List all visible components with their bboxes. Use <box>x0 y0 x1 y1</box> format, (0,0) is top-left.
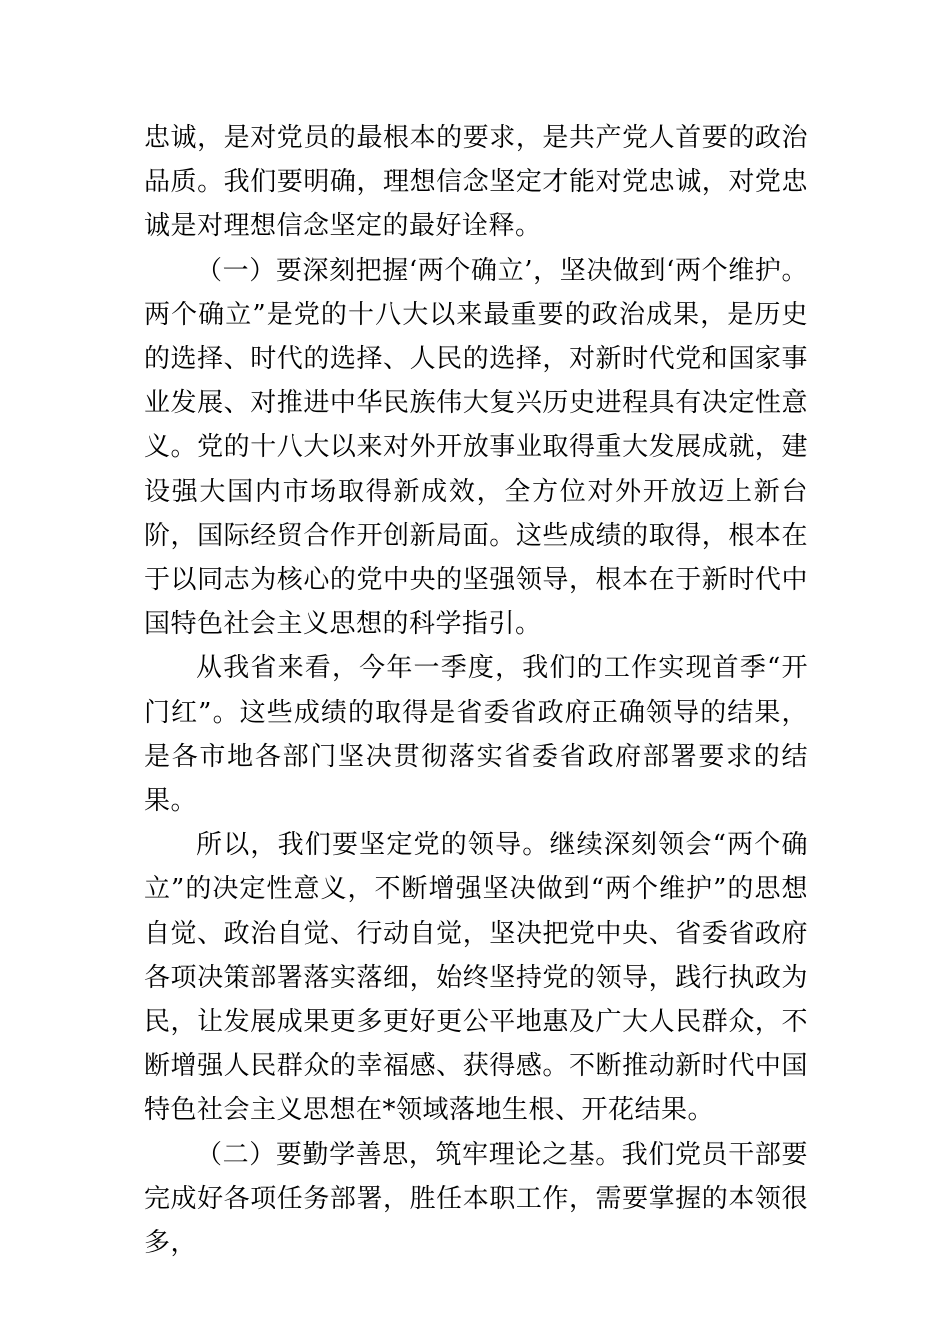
paragraph-section-one: （一）要深刻把握‘两个确立’，坚决做到‘两个维护。两个确立”是党的十八大以来最重要的政治成果，是历史的选择、时代的选择、人民的选择，对新时代党和国家事业发展、对推进中华民族伟大复兴历史进程具有决定性意义。党的十八大以来对外开放事业取得重大发展成就，建设强大国内市场取得新成效，全方位对外开放迈上新台阶，国际经贸合作开创新局面。这些成绩的取得，根本在于以同志为核心的党中央的坚强领导，根本在于新时代中国特色社会主义思想的科学指引。 <box>144 255 808 640</box>
document-body <box>144 116 808 1265</box>
paragraph-loyalty: 忠诚，是对党员的最根本的要求，是共产党人首要的政治品质。我们要明确，理想信念坚定才能对党忠诚，对党忠诚是对理想信念坚定的最好诠释。 <box>144 123 808 242</box>
paragraph-party-leadership: 所以，我们要坚定党的领导。继续深刻领会“两个确立”的决定性意义，不断增强坚决做到“两个维护”的思想自觉、政治自觉、行动自觉，坚决把党中央、省委省政府各项决策部署落实落细，始终坚持党的领导，践行执政为民，让发展成果更多更好更公平地惠及广大人民群众，不断增强人民群众的幸福感、获得感。不断推动新时代中国特色社会主义思想在*领域落地生根、开花结果。 <box>144 830 808 1126</box>
paragraph-province: 从我省来看，今年一季度，我们的工作实现首季“开门红”。这些成绩的取得是省委省政府正确领导的结果，是各市地各部门坚决贯彻落实省委省政府部署要求的结果。 <box>144 653 808 817</box>
paragraph-section-two: （二）要勤学善思，筑牢理论之基。我们党员干部要完成好各项任务部署，胜任本职工作，需要掌握的本领很多， <box>144 1139 808 1259</box>
